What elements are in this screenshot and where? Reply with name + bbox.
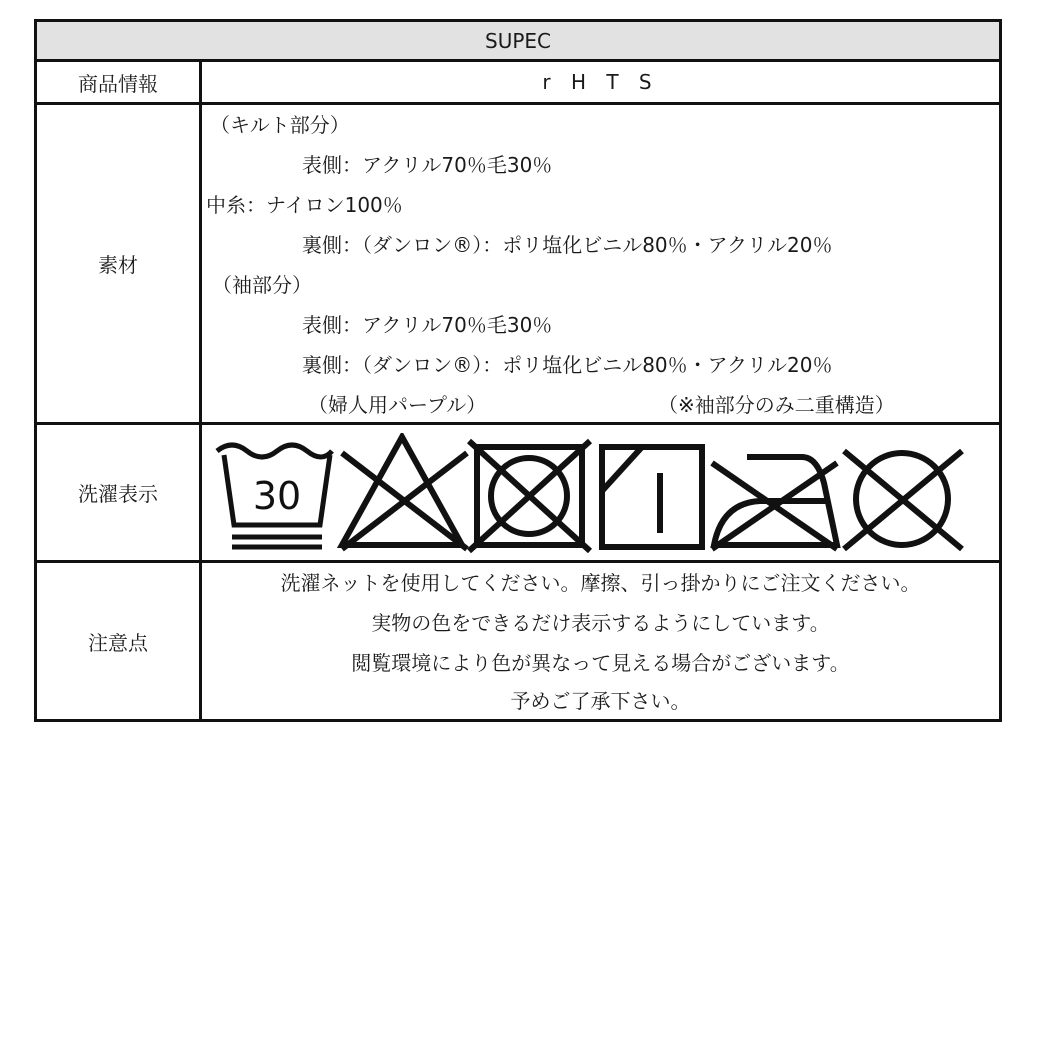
care-symbols-svg [212, 433, 972, 553]
spec-table [34, 19, 1002, 722]
row-product-info [37, 62, 999, 105]
material-line: 裏側：（ダンロン®）：ポリ塩化ビニル80％・アクリル20％ [302, 233, 833, 257]
material-line: （キルト部分） [210, 113, 350, 137]
note-line: 閲覧環境により色が異なって見える場合がございます。 [351, 651, 850, 675]
no-dry-clean-icon [844, 451, 962, 549]
product-info-label: 商品情報 [37, 62, 202, 102]
row-notes [37, 563, 999, 719]
material-line: （※袖部分のみ二重構造） [658, 393, 895, 417]
material-line: 表側：アクリル70％毛30％ [302, 153, 553, 177]
row-material [37, 105, 999, 425]
row-care [37, 425, 999, 563]
no-bleach-icon [342, 437, 467, 549]
material-line: 表側：アクリル70％毛30％ [302, 313, 553, 337]
material-value [202, 105, 999, 422]
no-tumble-dry-icon [469, 441, 590, 551]
notes-label: 注意点 [37, 563, 202, 719]
material-label: 素材 [37, 105, 202, 422]
note-line: 実物の色をできるだけ表示するようにしています。 [371, 611, 830, 635]
material-line: （袖部分） [212, 273, 312, 297]
line-dry-shade-icon [602, 447, 702, 547]
wash-temperature: 30 [252, 474, 302, 518]
note-line: 洗濯ネットを使用してください。摩擦、引っ掛かりにご注文ください。 [280, 571, 921, 595]
spec-title: SUPEC [37, 22, 999, 62]
no-iron-icon [712, 457, 837, 549]
material-line: 裏側：（ダンロン®）：ポリ塩化ビニル80％・アクリル20％ [302, 353, 833, 377]
note-line: 予めご了承下さい。 [510, 689, 691, 713]
material-line: （婦人用パープル） [308, 393, 487, 417]
care-symbols [202, 425, 999, 560]
care-label: 洗濯表示 [37, 425, 202, 560]
product-info-value: r H T S [542, 70, 659, 94]
material-line: 中糸：ナイロン100％ [206, 193, 403, 217]
notes-value [202, 563, 999, 719]
wash-30-gentle-icon [217, 445, 332, 547]
